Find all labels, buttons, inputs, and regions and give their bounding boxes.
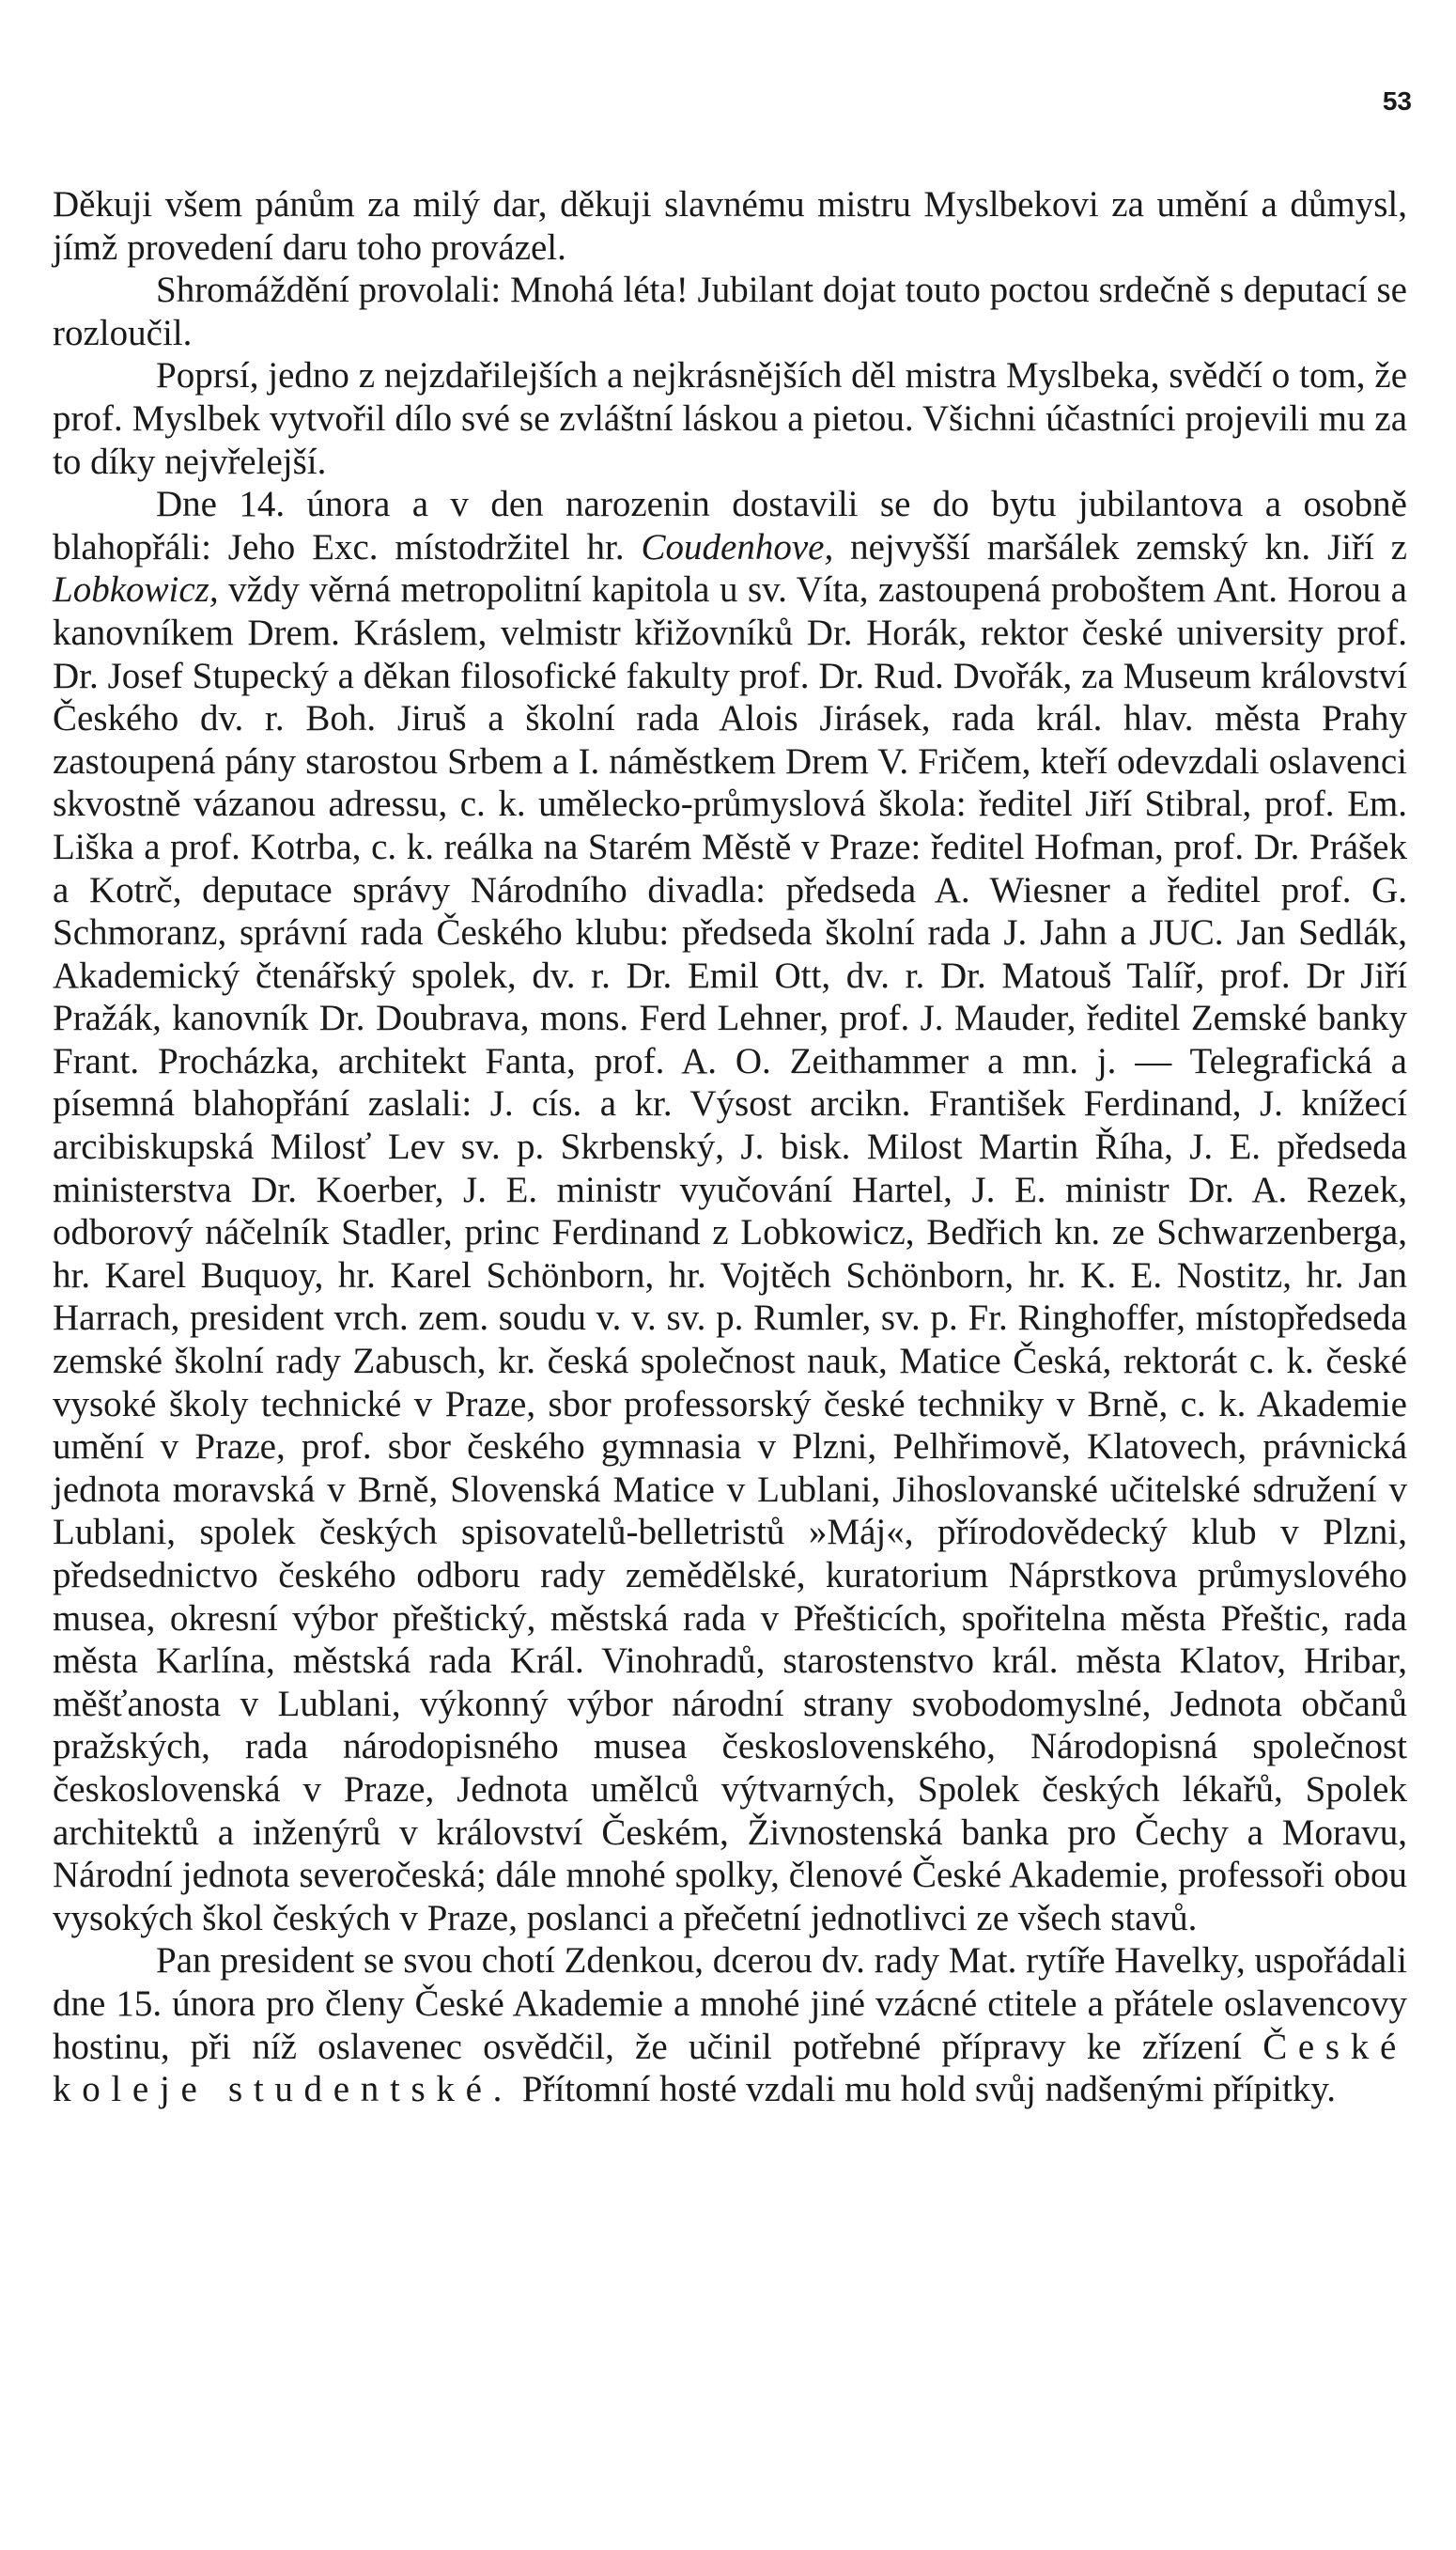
name-coudenhove: Coudenhove, [641, 526, 834, 568]
name-lobkowicz: Lobkowicz, [53, 569, 219, 611]
congratulations-text-middle: nejvyšší maršálek zemský kn. Jiří z [850, 526, 1407, 568]
paragraph-thanks: Děkuji všem pánům za milý dar, děkuji slavnému mistru Myslbekovi za umění a důmysl, jímž provedení daru toho provázel. [53, 184, 1407, 268]
paragraph-congratulations [53, 483, 1407, 1939]
congratulations-text-start: Dne 14. února a v den narozenin dostavili se do bytu jubilantova a osobně blahopřáli: Jeho Exc. místodržitel hr. [53, 484, 1407, 568]
paragraph-bust: Poprsí, jedno z nejzdařilejších a nejkrásnějších děl mistra Myslbeka, svědčí o tom, že prof. Myslbek vytvořil dílo své se zvláštní láskou a pietou. Všichni účastníci projevili mu za to díky nejvřelejší. [53, 355, 1407, 482]
paragraph-farewell: Shromáždění provolali: Mnohá léta! Jubilant dojat touto poctou srdečně s deputací se rozloučil. [53, 270, 1407, 353]
congratulations-text-end: vždy věrná metropolitní kapitola u sv. Víta, zastoupená proboštem Ant. Horou a kanovníkem Drem. Kráslem, velmistr křižovníků Dr. Horák, rektor české university prof. Dr. Josef Stupecký a děkan filosofické fakulty prof. Dr. Rud. Dvořák, za Museum království Českého dv. r. Boh. Jiruš a školní rada Alois Jirásek, rada král. hlav. města Prahy zastoupená pány starostou Srbem a I. náměstkem Drem V. Fričem, kteří odevzdali oslavenci skvostně vázanou adressu, c. k. umělecko-průmyslová škola: ředitel Jiří Stibral, prof. Em. Liška a prof. Kotrba, c. k. reálka na Starém Městě v Praze: ředitel Hofman, prof. Dr. Prášek a Kotrč, deputace správy Národního divadla: předseda A. Wiesner a ředitel prof. G. Schmoranz, správní rada Českého klubu: předseda školní rada J. Jahn a JUC. Jan Sedlák, Akademický čtenářský spolek, dv. r. Dr. Emil Ott, dv. r. Dr. Matouš Talíř, prof. Dr Jiří Pražák, kanovník Dr. Doubrava, mons. Ferd Lehner, prof. J. Mauder, ředitel Zemské banky Frant. Procházka, architekt Fanta, prof. A. O. Zeithammer a mn. j. — Telegrafická a písemná blahopřání zaslali: J. cís. a kr. Výsost arcikn. František Ferdinand, J. knížecí arcibiskupská Milosť Lev sv. p. Skrbenský, J. bisk. Milost Martin Říha, J. E. předseda ministerstva Dr. Koerber, J. E. ministr vyučování Hartel, J. E. ministr Dr. A. Rezek, odborový náčelník Stadler, princ Ferdinand z Lobkowicz, Bedřich kn. ze Schwarzenberga, hr. Karel Buquoy, hr. Karel Schönborn, hr. Vojtěch Schönborn, hr. K. E. Nostitz, hr. Jan Harrach, president vrch. zem. soudu v. v. sv. p. Rumler, sv. p. Fr. Ringhoffer, místopředseda zemské školní rady Zabusch, kr. česká společnost nauk, Matice Česká, rektorát c. k. české vysoké školy technické v Praze, sbor professorský české techniky v Brně, c. k. Akademie umění v Praze, prof. sbor českého gymnasia v Plzni, Pelhřimově, Klatovech, právnická jednota moravská v Brně, Slovenská Matice v Lublani, Jihoslovanské učitelské sdružení v Lublani, spolek českých spisovatelů-belletristů »Máj«, přírodovědecký klub v Plzni, předsednictvo českého odboru rady zemědělské, kuratorium Náprstkova průmyslového musea, okresní výbor přeštický, městská rada v Přešticích, spořitelna města Přeštic, rada města Karlína, městská rada Král. Vinohradů, starostenstvo král. města Klatov, Hribar, měšťanosta v Lublani, výkonný výbor národní strany svobodomyslné, Jednota občanů pražských, rada národopisného musea československého, Národopisná společnost československá v Praze, Jednota umělců výtvarných, Spolek českých lékařů, Spolek architektů a inženýrů v království Českém, Živnostenská banka pro Čechy a Moravu, Národní jednota severočeská; dále mnohé spolky, členové České Akademie, professoři obou vysokých škol českých v Praze, poslanci a přečetní jednotlivci ze všech stavů. [53, 569, 1407, 1938]
document-body [53, 183, 1407, 2111]
banquet-text-start: Pan president se svou chotí Zdenkou, dcerou dv. rady Mat. rytíře Havelky, uspořádali dne 15. února pro členy České Akademie a mnohé jiné vzácné ctitele a přátele oslavencovy hostinu, při níž oslavenec osvědčil, že učinil potřebné přípravy ke zřízení [53, 1940, 1407, 2067]
paragraph-banquet [53, 1939, 1407, 2110]
page-number: 53 [1382, 86, 1412, 116]
college-name: České koleje studentské. [53, 2026, 1408, 2110]
banquet-text-end: Přítomní hosté vzdali mu hold svůj nadšenými přípitky. [521, 2069, 1337, 2110]
